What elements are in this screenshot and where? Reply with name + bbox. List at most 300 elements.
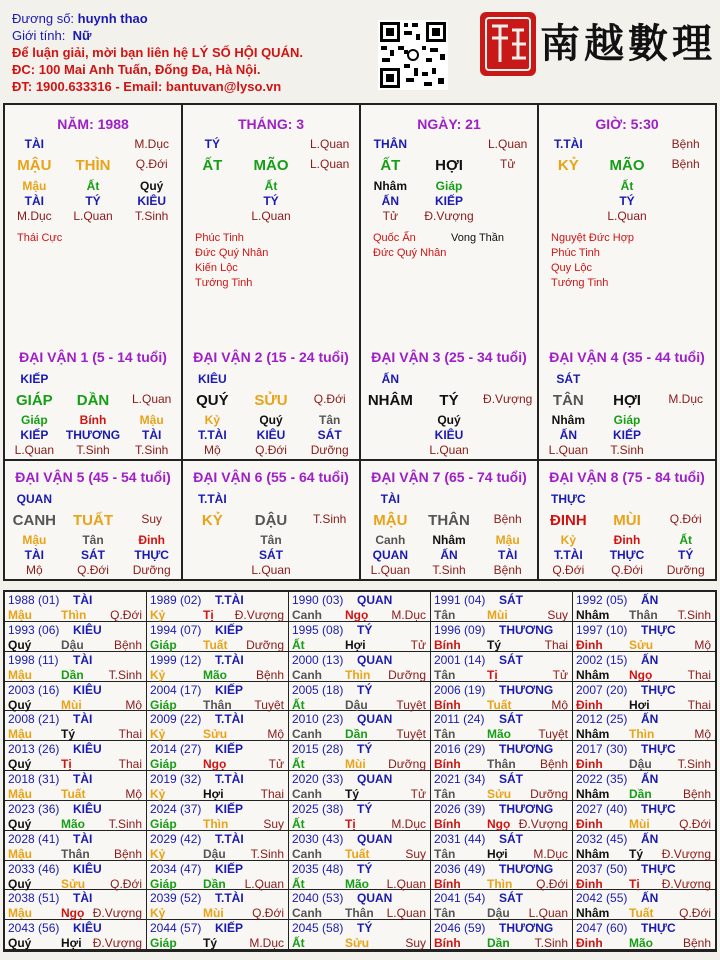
hidden-stem: Mậu [22, 179, 47, 193]
year-label: 2024 (37) [150, 801, 202, 816]
dai-van-thap: THỰC [551, 492, 586, 506]
year-cell[interactable] [431, 920, 573, 950]
hidden-stem [478, 413, 537, 427]
year-label: 2043 (56) [8, 921, 60, 936]
hidden-thap: KIẾP [20, 428, 49, 442]
year-cell[interactable] [5, 801, 147, 831]
year-cell[interactable] [5, 711, 147, 741]
gender-label: Giới tính: [12, 28, 66, 43]
year-thap-than: ẤN [641, 772, 659, 786]
year-cell[interactable] [289, 771, 431, 801]
year-can: Canh [292, 727, 322, 742]
dai-van-6[interactable] [183, 461, 361, 579]
year-cell[interactable] [289, 801, 431, 831]
hidden-ts [478, 209, 537, 223]
year-truong-sinh: Q.Đới [679, 816, 711, 831]
year-chi: Hợi [629, 697, 650, 712]
hidden-stem [183, 179, 242, 193]
year-truong-sinh: Đ.Vượng [518, 816, 568, 831]
hidden-thap: T.TÀI [554, 548, 583, 562]
hidden-thap [300, 548, 359, 562]
hidden-thap [656, 428, 715, 442]
year-cell[interactable] [431, 652, 573, 682]
hidden-stem: Canh [375, 533, 406, 547]
dai-van-thap: ẤN [381, 372, 399, 386]
year-truong-sinh: T.Sinh [108, 667, 142, 682]
year-can: Kỷ [150, 727, 166, 742]
year-cell[interactable] [289, 652, 431, 682]
year-cell[interactable] [573, 771, 715, 801]
hidden-ts: Đ.Vượng [424, 209, 474, 223]
year-cell[interactable] [5, 622, 147, 652]
year-cell[interactable] [147, 592, 289, 622]
year-cell[interactable] [573, 592, 715, 622]
year-cell[interactable] [147, 890, 289, 920]
pillar-chi: MÃO [609, 157, 645, 174]
hidden-ts: Mộ [26, 563, 43, 577]
hidden-thap: QUAN [372, 548, 408, 562]
year-cell[interactable] [431, 771, 573, 801]
hidden-stem: Nhâm [551, 413, 585, 427]
year-label: 2011 (24) [434, 712, 485, 727]
pillar-thap-can-right: Bệnh [671, 137, 700, 151]
year-can: Tân [434, 727, 456, 742]
dai-van-chi: DẦN [76, 392, 110, 409]
year-label: 2040 (53) [292, 891, 344, 906]
year-truong-sinh: Mộ [694, 637, 711, 652]
year-thap-than: THƯƠNG [499, 921, 554, 936]
year-label: 1991 (04) [434, 593, 486, 607]
pillar-spacer [598, 137, 657, 151]
hidden-ts: L.Quan [548, 443, 589, 457]
annual-grid [3, 590, 717, 952]
year-cell[interactable] [147, 622, 289, 652]
year-label: 2041 (54) [434, 891, 486, 906]
pillar-chi: HỢI [435, 157, 463, 174]
spacer [478, 372, 537, 386]
hidden-thap: TÀI [142, 428, 162, 442]
hidden-ts: L.Quan [429, 443, 469, 457]
year-label: 2021 (34) [434, 772, 486, 786]
year-chi: Hợi [487, 846, 508, 861]
year-cell[interactable] [289, 711, 431, 741]
year-cell[interactable] [147, 682, 289, 712]
year-label: 1990 (03) [292, 593, 344, 607]
year-chi: Thìn [487, 876, 513, 891]
year-can: Giáp [150, 697, 177, 712]
dai-van-chi-ts: Đ.Vượng [483, 392, 533, 406]
year-cell[interactable] [573, 682, 715, 712]
hidden-ts [183, 209, 242, 223]
year-truong-sinh: Q.Đới [110, 876, 142, 891]
year-can: Tân [434, 846, 456, 861]
year-cell[interactable] [289, 682, 431, 712]
year-cell[interactable] [147, 771, 289, 801]
year-thap-than: SÁT [499, 652, 523, 667]
hidden-thap: KIÊU [256, 428, 286, 442]
dai-van-chi: TÝ [439, 392, 459, 409]
hidden-thap: SÁT [81, 548, 105, 562]
pillar-star: Nguyệt Đức Hợp [551, 232, 635, 244]
year-label: 2010 (23) [292, 712, 344, 727]
year-label: 1996 (09) [434, 622, 486, 637]
dai-van-thap: SÁT [556, 372, 581, 386]
hidden-thap: TÀI [24, 194, 44, 208]
hidden-ts: L.Quan [73, 209, 113, 223]
year-thap-than: TÀI [73, 891, 93, 906]
pillar-can: ẤT [202, 157, 223, 174]
year-label: 2017 (30) [576, 742, 628, 757]
spacer [598, 492, 657, 506]
hidden-stem [539, 179, 598, 193]
year-truong-sinh: Thai [118, 727, 142, 742]
year-cell[interactable] [573, 831, 715, 861]
year-truong-sinh: Tuyệt [538, 727, 568, 742]
year-cell[interactable] [147, 920, 289, 950]
year-truong-sinh: Bệnh [255, 667, 284, 682]
year-label: 1992 (05) [576, 593, 628, 607]
year-truong-sinh: Thai [260, 787, 284, 801]
year-truong-sinh: Tử [552, 667, 568, 682]
year-cell[interactable] [5, 920, 147, 950]
year-chi: Thân [203, 697, 232, 712]
year-truong-sinh: Bệnh [113, 846, 142, 861]
hidden-ts: L.Quan [14, 443, 55, 457]
hidden-ts [300, 209, 359, 223]
year-label: 2042 (55) [576, 891, 628, 906]
dai-van-3[interactable] [361, 341, 539, 459]
year-cell[interactable] [289, 890, 431, 920]
year-label: 1997 (10) [576, 622, 628, 637]
hidden-ts [300, 563, 359, 577]
year-truong-sinh: T.Sinh [677, 608, 711, 622]
dai-van-thap: KIẾP [20, 372, 49, 386]
pillar-star: Thái Cực [17, 232, 63, 244]
dai-van-8[interactable] [539, 461, 715, 579]
year-cell[interactable] [431, 682, 573, 712]
year-label: 2032 (45) [576, 831, 628, 846]
year-cell[interactable] [573, 920, 715, 950]
contact-line: Để luận giải, mời bạn liên hệ LÝ SỐ HỘI QUÁN. [12, 45, 303, 60]
dai-van-chi: DẬU [254, 512, 288, 529]
year-cell[interactable] [573, 890, 715, 920]
pillar-3 [539, 105, 715, 341]
year-thap-than: T.TÀI [215, 891, 244, 906]
year-chi: Dần [345, 727, 368, 742]
dai-van-2[interactable] [183, 341, 361, 459]
year-cell[interactable] [147, 831, 289, 861]
year-cell[interactable] [5, 741, 147, 771]
year-truong-sinh: L.Quan [386, 906, 426, 921]
year-truong-sinh: Tử [268, 757, 284, 772]
year-thap-than: THỰC [641, 801, 676, 816]
year-chi: Sửu [61, 876, 86, 891]
pillar-0 [5, 105, 183, 341]
year-cell[interactable] [431, 801, 573, 831]
dai-van-can: QUÝ [196, 392, 229, 409]
year-can: Đinh [576, 816, 603, 831]
year-cell[interactable] [431, 890, 573, 920]
year-cell[interactable] [573, 741, 715, 771]
year-truong-sinh: Thai [118, 757, 142, 772]
year-can: Tân [434, 906, 456, 921]
year-cell[interactable] [289, 592, 431, 622]
year-cell[interactable] [147, 801, 289, 831]
dai-van-4[interactable] [539, 341, 715, 459]
year-chi: Tý [203, 936, 218, 951]
year-cell[interactable] [289, 831, 431, 861]
hidden-stem: Giáp [613, 413, 641, 427]
hidden-ts: L.Quan [607, 209, 647, 223]
year-truong-sinh: Thai [687, 697, 711, 712]
hidden-stem: Giáp [435, 179, 463, 193]
year-cell[interactable] [5, 652, 147, 682]
spacer [64, 492, 123, 506]
year-label: 1998 (11) [8, 652, 59, 667]
hidden-ts [539, 209, 598, 223]
pillar-thap-can: TÀI [24, 137, 44, 151]
year-cell[interactable] [573, 861, 715, 891]
year-cell[interactable] [431, 592, 573, 622]
year-chi: Dần [61, 667, 84, 682]
year-can: Giáp [150, 637, 177, 652]
dai-van-title: ĐẠI VẬN 2 (15 - 24 tuổi) [193, 349, 349, 365]
year-can: Quý [8, 637, 32, 652]
year-chi: Mão [203, 667, 227, 682]
year-chi: Tuất [487, 697, 512, 712]
year-truong-sinh: Mộ [551, 697, 568, 712]
year-chi: Tuất [61, 787, 86, 801]
year-thap-than: THỰC [641, 921, 676, 936]
year-truong-sinh: Tử [410, 637, 426, 652]
year-can: Quý [8, 936, 32, 951]
year-thap-than: ẤN [641, 831, 659, 846]
year-cell[interactable] [573, 622, 715, 652]
year-thap-than: TÝ [357, 622, 373, 637]
hidden-stem: Quý [437, 413, 461, 427]
year-can: Nhâm [576, 608, 610, 622]
year-label: 2023 (36) [8, 801, 60, 816]
year-can: Kỷ [150, 846, 166, 861]
year-chi: Thìn [61, 608, 87, 622]
year-chi: Thân [629, 608, 658, 622]
pillar-thap-can: THÂN [373, 137, 407, 151]
year-chi: Tuất [345, 846, 370, 861]
dai-van-title: ĐẠI VẬN 5 (45 - 54 tuổi) [15, 469, 171, 485]
pillar-thap-can-right: L.Quan [487, 137, 528, 151]
year-label: 2016 (29) [434, 742, 486, 757]
year-label: 2037 (50) [576, 861, 628, 876]
hidden-ts: L.Quan [370, 563, 411, 577]
hidden-thap: SÁT [317, 428, 342, 442]
year-label: 2008 (21) [8, 712, 60, 727]
year-can: Kỷ [150, 667, 166, 682]
year-label: 2044 (57) [150, 921, 202, 936]
year-cell[interactable] [5, 592, 147, 622]
year-cell[interactable] [147, 652, 289, 682]
hidden-thap: TÝ [263, 194, 279, 208]
year-cell[interactable] [431, 622, 573, 652]
dai-van-row-1 [3, 341, 717, 461]
year-cell[interactable] [289, 920, 431, 950]
year-cell[interactable] [431, 861, 573, 891]
spacer [300, 372, 359, 386]
pillar-thap-can-right: M.Dục [134, 137, 170, 151]
hidden-stem: Mậu [495, 533, 520, 547]
hidden-thap: KIẾP [613, 428, 642, 442]
hidden-thap [300, 194, 359, 208]
year-cell[interactable] [289, 741, 431, 771]
year-truong-sinh: Tuyệt [254, 697, 284, 712]
dai-van-title: ĐẠI VẬN 7 (65 - 74 tuổi) [371, 469, 527, 485]
hidden-stem [183, 533, 242, 547]
year-cell[interactable] [147, 741, 289, 771]
year-label: 2018 (31) [8, 772, 60, 786]
year-can: Đinh [576, 936, 603, 951]
dai-van-can: NHÂM [367, 392, 413, 409]
year-thap-than: KIẾP [215, 861, 244, 876]
year-chi: Tuất [629, 906, 654, 921]
year-truong-sinh: Q.Đới [679, 906, 711, 921]
year-can: Mậu [8, 846, 32, 861]
year-chi: Tý [61, 727, 76, 742]
year-label: 2022 (35) [576, 772, 628, 786]
year-truong-sinh: M.Dục [249, 936, 284, 951]
year-cell[interactable] [573, 652, 715, 682]
year-chi: Dậu [629, 757, 652, 772]
year-chi: Hợi [345, 637, 366, 652]
year-chi: Ngọ [345, 608, 369, 622]
year-cell[interactable] [289, 622, 431, 652]
year-can: Giáp [150, 816, 177, 831]
dai-van-can: ĐINH [550, 512, 587, 529]
year-can: Mậu [8, 667, 32, 682]
year-can: Giáp [150, 936, 177, 951]
year-cell[interactable] [573, 801, 715, 831]
year-cell[interactable] [147, 861, 289, 891]
dai-van-7[interactable] [361, 461, 539, 579]
dai-van-title: ĐẠI VẬN 3 (25 - 34 tuổi) [371, 349, 527, 365]
year-can: Mậu [8, 608, 32, 622]
hidden-ts: T.Sinh [135, 209, 169, 223]
year-can: Tân [434, 787, 456, 801]
spacer [420, 492, 479, 506]
year-thap-than: TÝ [357, 801, 373, 816]
year-thap-than: QUAN [357, 831, 393, 846]
year-chi: Mùi [61, 697, 82, 712]
year-truong-sinh: Bệnh [113, 637, 142, 652]
dai-van-title: ĐẠI VẬN 8 (75 - 84 tuổi) [549, 469, 705, 485]
year-can: Mậu [8, 906, 32, 921]
qr-code-icon[interactable] [378, 20, 448, 90]
spacer [656, 492, 715, 506]
year-cell[interactable] [573, 711, 715, 741]
dai-van-5[interactable] [5, 461, 183, 579]
year-thap-than: SÁT [499, 891, 523, 906]
year-chi: Tị [61, 757, 72, 772]
year-cell[interactable] [5, 771, 147, 801]
pillar-title: THÁNG: 3 [237, 116, 305, 132]
hidden-stem: Quý [140, 179, 164, 193]
year-cell[interactable] [5, 682, 147, 712]
year-chi: Ngọ [487, 816, 511, 831]
hidden-ts: Q.Đới [255, 443, 287, 457]
year-label: 1994 (07) [150, 622, 202, 637]
year-cell[interactable] [5, 831, 147, 861]
year-thap-than: ẤN [641, 593, 659, 607]
year-chi: Tị [629, 876, 640, 891]
seal-icon [478, 8, 538, 80]
year-thap-than: TÀI [73, 712, 93, 727]
year-thap-than: KIẾP [215, 682, 244, 697]
year-chi: Sửu [345, 936, 370, 951]
year-label: 2002 (15) [576, 652, 628, 667]
year-chi: Tý [345, 787, 360, 801]
year-chi: Mão [345, 876, 369, 891]
year-can: Quý [8, 757, 32, 772]
pillar-can: KỶ [557, 157, 579, 174]
dai-van-chi: TUẤT [73, 512, 113, 529]
year-truong-sinh: L.Quan [386, 876, 426, 891]
year-chi: Dậu [487, 906, 510, 921]
dai-van-thap: TÀI [380, 492, 400, 506]
year-truong-sinh: Mộ [267, 727, 284, 742]
year-cell[interactable] [431, 711, 573, 741]
year-can: Kỷ [150, 608, 166, 622]
year-truong-sinh: Đ.Vượng [661, 876, 711, 891]
year-cell[interactable] [5, 890, 147, 920]
year-chi: Dần [629, 787, 652, 801]
pillar-title: NGÀY: 21 [417, 116, 481, 132]
dai-van-title: ĐẠI VẬN 6 (55 - 64 tuổi) [193, 469, 349, 485]
year-thap-than: KIÊU [73, 861, 102, 876]
pillar-spacer [64, 137, 123, 151]
year-thap-than: ẤN [641, 891, 659, 906]
spacer [122, 492, 181, 506]
pillar-1 [183, 105, 361, 341]
year-truong-sinh: Bệnh [682, 936, 711, 951]
year-chi: Tuất [203, 637, 228, 652]
hidden-stem: Ất [264, 179, 278, 193]
year-truong-sinh: Suy [263, 816, 284, 831]
hidden-stem [361, 413, 420, 427]
pillar-can: ẤT [380, 157, 401, 174]
year-thap-than: TÝ [357, 921, 373, 936]
hidden-thap: TÀI [24, 548, 44, 562]
hidden-thap: ẤN [440, 548, 458, 562]
year-chi: Mùi [345, 757, 366, 772]
hidden-stem: Đinh [138, 533, 166, 547]
year-chi: Ngọ [203, 757, 227, 772]
pillar-star: Quốc Ấn [373, 232, 416, 244]
pillar-2 [361, 105, 539, 341]
year-cell[interactable] [289, 861, 431, 891]
year-can: Ất [292, 936, 305, 951]
year-cell[interactable] [431, 741, 573, 771]
year-cell[interactable] [5, 861, 147, 891]
hidden-ts [361, 443, 420, 457]
year-truong-sinh: Đ.Vượng [234, 608, 284, 622]
dai-van-can: TÂN [552, 392, 584, 409]
hidden-stem: Ất [679, 533, 693, 547]
hidden-thap: TÀI [498, 548, 518, 562]
year-cell[interactable] [147, 711, 289, 741]
year-label: 1999 (12) [150, 652, 202, 667]
dai-van-1[interactable] [5, 341, 183, 459]
pillar-chi-ts: L.Quan [309, 157, 350, 171]
dai-van-thap: QUAN [16, 492, 52, 506]
year-cell[interactable] [431, 831, 573, 861]
